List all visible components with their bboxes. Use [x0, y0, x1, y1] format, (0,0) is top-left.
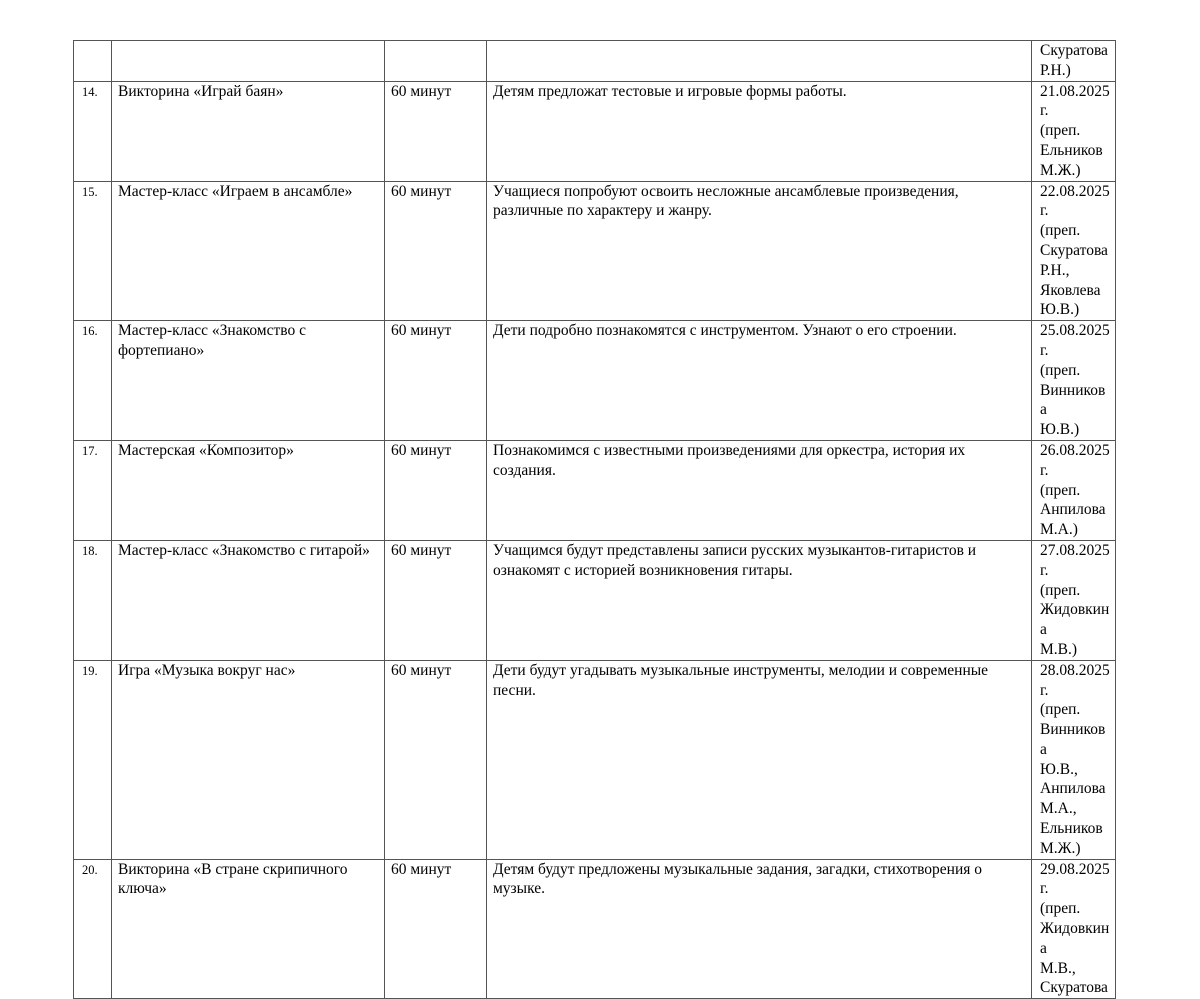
date-line: (преп.: [1040, 361, 1081, 379]
date-line: М.В.): [1040, 640, 1078, 658]
date-line: Ю.В.): [1040, 421, 1080, 439]
date-line: 21.08.2025г.: [1040, 82, 1110, 120]
date-line: М.В.,: [1040, 959, 1076, 977]
date-line: Жидовкина: [1040, 920, 1110, 957]
date-line: 29.08.2025г.: [1040, 860, 1110, 898]
date-line: 22.08.2025г.: [1040, 182, 1110, 220]
date-line: М.А.,: [1040, 800, 1077, 818]
date-line: 26.08.2025г.: [1040, 441, 1110, 479]
schedule-body: [74, 41, 1116, 999]
row-description-cell: Дети будут угадывать музыкальные инструменты, мелодии и современные песни.: [487, 660, 1032, 859]
date-line: М.Ж.): [1040, 161, 1081, 179]
table-row: [74, 181, 1116, 321]
date-line: Ельников: [1040, 820, 1103, 838]
table-row: [74, 540, 1116, 660]
row-number-cell: 17.: [74, 440, 112, 540]
table-row: [74, 321, 1116, 441]
row-date-cell: [1032, 859, 1116, 999]
row-description-cell: Познакомимся с известными произведениями для оркестра, история их создания.: [487, 440, 1032, 540]
date-line: Жидовкина: [1040, 601, 1110, 639]
row-number-cell: 16.: [74, 321, 112, 441]
date-line: (преп.: [1040, 481, 1081, 499]
row-duration-cell: 60 минут: [385, 440, 487, 540]
row-number-cell: [74, 41, 112, 82]
date-line: Ю.В.): [1040, 301, 1080, 319]
table-row: [74, 859, 1116, 999]
row-duration-cell: 60 минут: [385, 540, 487, 660]
date-line: М.Ж.): [1040, 839, 1081, 857]
date-line: (преп.: [1040, 581, 1081, 599]
date-line: Скуратова: [1040, 979, 1108, 997]
date-line: Р.Н.,: [1040, 261, 1070, 279]
date-line: (преп.: [1040, 900, 1081, 918]
row-title-cell: Викторина «Играй баян»: [112, 81, 385, 181]
date-line: 25.08.2025г.: [1040, 322, 1110, 359]
row-description-cell: Учащиеся попробуют освоить несложные ансамблевые произведения, различные по характеру и жанру.: [487, 181, 1032, 321]
continuation-row: [74, 41, 1116, 82]
date-line: М.А.): [1040, 521, 1078, 539]
date-line: Анпилова: [1040, 501, 1106, 519]
row-number-cell: 18.: [74, 540, 112, 660]
row-title-cell: Мастер-класс «Знакомство с фортепиано»: [112, 321, 385, 441]
row-duration-cell: 60 минут: [385, 81, 487, 181]
date-line: Винникова: [1040, 721, 1106, 758]
date-line: Винникова: [1040, 381, 1106, 419]
row-title-cell: Мастер-класс «Знакомство с гитарой»: [112, 540, 385, 660]
row-date-cell: [1032, 321, 1116, 441]
row-date-cell: [1032, 81, 1116, 181]
row-date-cell: [1032, 440, 1116, 540]
table-row: [74, 660, 1116, 859]
row-duration-cell: 60 минут: [385, 181, 487, 321]
date-line: 28.08.2025г.: [1040, 661, 1110, 699]
date-line: Яковлева: [1040, 281, 1101, 299]
row-date-cell: [1032, 540, 1116, 660]
row-number-cell: 14.: [74, 81, 112, 181]
row-description-cell: Учащимся будут представлены записи русских музыкантов-гитаристов и ознакомят с историей возникновения гитары.: [487, 540, 1032, 660]
table-row: [74, 440, 1116, 540]
date-line: 27.08.2025г.: [1040, 541, 1110, 579]
row-duration-cell: 60 минут: [385, 660, 487, 859]
row-duration-cell: 60 минут: [385, 321, 487, 441]
row-duration-cell: [385, 41, 487, 82]
row-number-cell: 15.: [74, 181, 112, 321]
row-date-cell: [1032, 181, 1116, 321]
row-title-cell: Игра «Музыка вокруг нас»: [112, 660, 385, 859]
row-title-cell: [112, 41, 385, 82]
row-description-cell: Детям будут предложены музыкальные задания, загадки, стихотворения о музыке.: [487, 859, 1032, 999]
date-line: Скуратова: [1040, 241, 1108, 259]
row-title-cell: Мастер-класс «Играем в ансамбле»: [112, 181, 385, 321]
row-number-cell: 20.: [74, 859, 112, 999]
date-line: Ю.В.,: [1040, 760, 1078, 778]
row-date-cell: [1032, 660, 1116, 859]
row-description-cell: Детям предложат тестовые и игровые формы работы.: [487, 81, 1032, 181]
date-line: Скуратова: [1040, 42, 1108, 59]
date-line: (преп.: [1040, 222, 1081, 240]
row-date-cell: [1032, 41, 1116, 82]
date-line: Р.Н.): [1040, 61, 1071, 79]
row-duration-cell: 60 минут: [385, 859, 487, 999]
date-line: Анпилова: [1040, 780, 1106, 798]
event-schedule-table: [73, 40, 1116, 999]
date-line: Ельников: [1040, 141, 1103, 159]
date-line: (преп.: [1040, 701, 1081, 719]
date-line: (преп.: [1040, 122, 1081, 140]
row-title-cell: Викторина «В стране скрипичного ключа»: [112, 859, 385, 999]
table-row: [74, 81, 1116, 181]
row-description-cell: [487, 41, 1032, 82]
row-title-cell: Мастерская «Композитор»: [112, 440, 385, 540]
row-description-cell: Дети подробно познакомятся с инструментом. Узнают о его строении.: [487, 321, 1032, 441]
row-number-cell: 19.: [74, 660, 112, 859]
